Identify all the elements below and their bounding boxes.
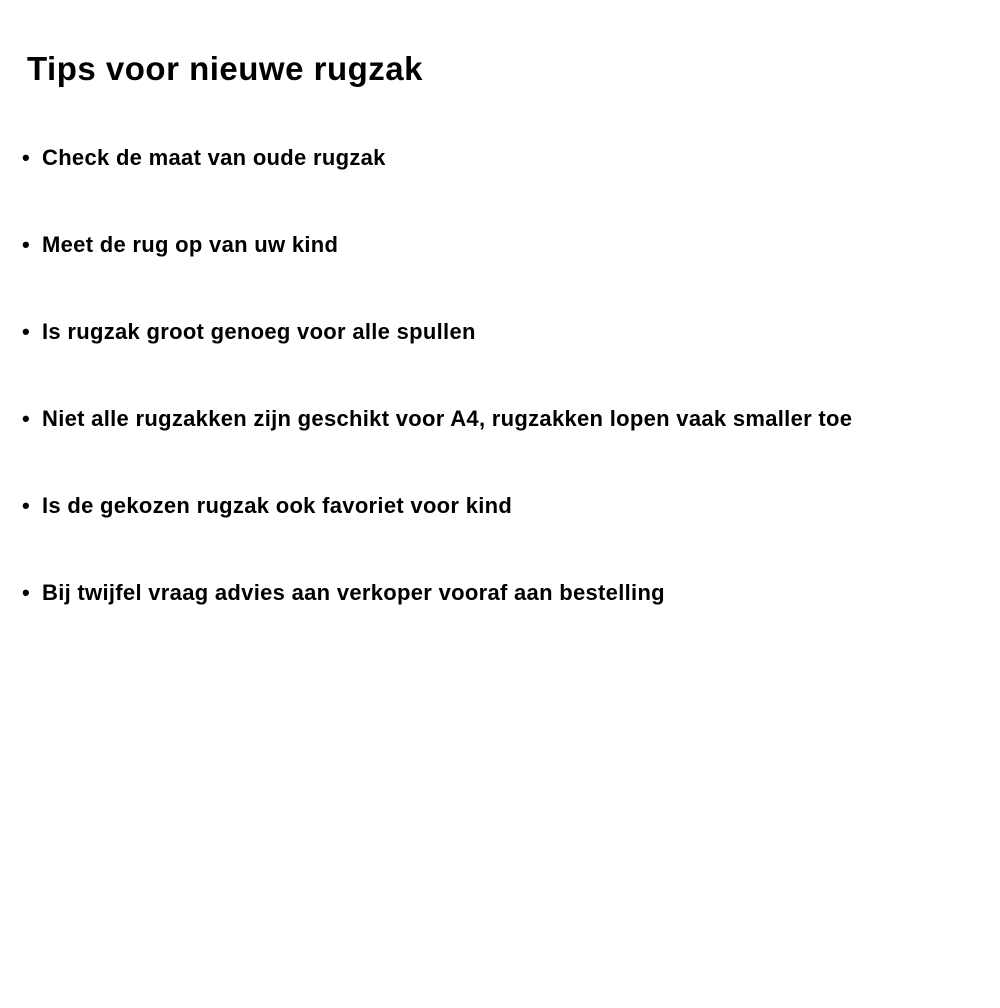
list-item — [22, 320, 852, 343]
list-item-text: Is rugzak groot genoeg voor alle spullen — [42, 319, 476, 344]
bullet-icon: • — [22, 319, 31, 344]
list-item-text: Niet alle rugzakken zijn geschikt voor A4, rugzakken lopen vaak smaller toe — [42, 406, 853, 431]
page-title: Tips voor nieuwe rugzak — [27, 50, 423, 87]
list-item-text: Bij twijfel vraag advies aan verkoper vooraf aan bestelling — [42, 580, 665, 605]
list-item-text: Is de gekozen rugzak ook favoriet voor kind — [42, 493, 513, 518]
list-item-text: Meet de rug op van uw kind — [42, 232, 339, 257]
bullet-icon: • — [22, 493, 31, 518]
list-item — [22, 407, 852, 430]
list-item-text: Check de maat van oude rugzak — [42, 145, 386, 170]
bullet-icon: • — [22, 145, 31, 170]
list-item — [22, 233, 852, 256]
list-item — [22, 581, 852, 604]
list-item — [22, 146, 852, 169]
bullet-icon: • — [22, 580, 31, 605]
tips-list — [22, 146, 852, 668]
bullet-icon: • — [22, 406, 31, 431]
bullet-icon: • — [22, 232, 31, 257]
list-item — [22, 494, 852, 517]
